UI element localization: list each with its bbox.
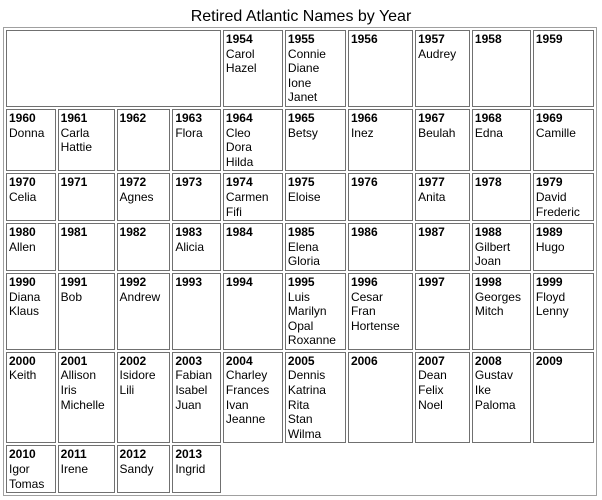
year-cell	[285, 173, 346, 221]
storm-name: Ingrid	[175, 462, 206, 477]
year-label: 1988	[474, 225, 502, 240]
year-label: 1957	[418, 32, 445, 46]
year-label: 1989	[535, 225, 563, 240]
table-row	[6, 173, 594, 221]
year-cell	[415, 30, 470, 107]
year-cell	[58, 352, 115, 444]
retired-names-table	[3, 27, 597, 496]
storm-name: Janet	[287, 90, 318, 105]
year-cell	[117, 109, 171, 171]
year-label: 1997	[418, 274, 445, 289]
year-label: 1962	[119, 110, 147, 125]
storm-name: Carol	[225, 46, 255, 61]
storm-name: Alicia	[175, 239, 204, 254]
storm-name: Iris	[60, 383, 77, 398]
year-label: 1972	[119, 175, 147, 190]
year-cell	[285, 273, 346, 350]
year-label: 1999	[535, 274, 563, 289]
storm-name: Dean	[418, 368, 447, 383]
year-label: 2009	[535, 353, 563, 368]
storm-name: Ivan	[225, 397, 249, 412]
storm-name: Floyd	[535, 289, 566, 304]
storm-name: Hugo	[535, 239, 565, 254]
year-cell	[117, 173, 171, 221]
storm-name: Michelle	[60, 397, 105, 412]
storm-name: Joan	[474, 254, 501, 269]
storm-name: Cesar	[350, 289, 383, 304]
year-label: 1964	[225, 110, 253, 125]
year-cell	[348, 30, 413, 107]
year-cell	[223, 273, 283, 350]
storm-name: Irene	[60, 462, 88, 477]
storm-name: Eloise	[287, 189, 321, 204]
year-cell	[415, 352, 470, 444]
year-cell	[223, 109, 283, 171]
storm-name: Dora	[225, 140, 252, 155]
year-label: 1996	[350, 274, 378, 289]
storm-name: Stan	[287, 412, 313, 427]
storm-name: Juan	[175, 397, 202, 412]
year-cell	[415, 173, 470, 221]
year-cell	[58, 109, 115, 171]
year-label: 1991	[60, 274, 88, 289]
year-label: 2000	[9, 353, 36, 368]
year-label: 2004	[225, 353, 253, 368]
storm-name: Gustav	[474, 368, 513, 383]
year-label: 2001	[60, 353, 88, 368]
storm-name: Diane	[287, 61, 320, 76]
year-cell	[348, 173, 413, 221]
year-cell	[533, 173, 594, 221]
year-label: 2007	[418, 353, 445, 368]
storm-name: Mitch	[474, 304, 504, 319]
year-cell	[472, 352, 531, 444]
year-label: 1983	[175, 225, 203, 240]
storm-name: Elena	[287, 239, 319, 254]
storm-name: Inez	[350, 125, 374, 140]
year-cell	[117, 273, 171, 350]
storm-name: Fran	[350, 304, 376, 319]
year-cell	[285, 223, 346, 271]
storm-name: Rita	[287, 397, 310, 412]
empty-cell	[223, 445, 594, 493]
year-cell	[223, 223, 283, 271]
storm-name: Beulah	[418, 125, 456, 140]
year-label: 2011	[60, 447, 87, 462]
year-cell	[472, 273, 531, 350]
year-label: 2012	[119, 447, 147, 462]
year-label: 1963	[175, 110, 203, 125]
storm-name: Lenny	[535, 304, 569, 319]
year-cell	[533, 109, 594, 171]
storm-name: Andrew	[119, 289, 161, 304]
year-label: 1986	[350, 225, 378, 240]
year-label: 1990	[9, 274, 36, 289]
year-cell	[172, 445, 221, 493]
storm-name: Donna	[9, 125, 45, 140]
table-row	[6, 445, 594, 493]
storm-name: Hattie	[60, 140, 92, 155]
year-label: 1976	[350, 175, 378, 190]
storm-name: Isidore	[119, 368, 156, 383]
year-label: 1978	[474, 175, 502, 190]
year-label: 1998	[474, 274, 502, 289]
year-cell	[6, 273, 56, 350]
year-cell	[533, 30, 594, 107]
storm-name: Camille	[535, 125, 576, 140]
year-label: 1974	[225, 175, 253, 190]
storm-name: David	[535, 189, 567, 204]
storm-name: Wilma	[287, 426, 322, 441]
table-row	[6, 30, 594, 107]
year-label: 1970	[9, 175, 36, 190]
year-cell	[472, 109, 531, 171]
storm-name: Connie	[287, 46, 326, 61]
storm-name: Sandy	[119, 462, 154, 477]
year-cell	[117, 445, 171, 493]
year-label: 1980	[9, 225, 36, 240]
storm-name: Marilyn	[287, 304, 327, 319]
year-label: 2013	[175, 447, 203, 462]
year-label: 1995	[287, 274, 315, 289]
year-label: 1969	[535, 110, 563, 125]
year-cell	[533, 273, 594, 350]
year-label: 2010	[9, 447, 36, 462]
year-cell	[348, 352, 413, 444]
storm-name: Noel	[418, 397, 443, 412]
year-cell	[472, 173, 531, 221]
year-label: 1959	[535, 32, 563, 46]
storm-name: Lili	[119, 383, 135, 398]
storm-name: Katrina	[287, 383, 326, 398]
year-label: 1956	[350, 32, 378, 46]
year-label: 1982	[119, 225, 147, 240]
storm-name: Luis	[287, 289, 310, 304]
storm-name: Klaus	[9, 304, 40, 319]
storm-name: Celia	[9, 189, 37, 204]
year-cell	[6, 223, 56, 271]
table-row	[6, 109, 594, 171]
storm-name: Felix	[418, 383, 444, 398]
storm-name: Frederic	[535, 204, 580, 219]
year-cell	[6, 445, 56, 493]
storm-name: Carmen	[225, 189, 269, 204]
storm-name: Charley	[225, 368, 268, 383]
year-cell	[348, 273, 413, 350]
year-cell	[6, 173, 56, 221]
year-cell	[472, 223, 531, 271]
year-label: 1975	[287, 175, 315, 190]
storm-name: Bob	[60, 289, 82, 304]
storm-name: Gilbert	[474, 239, 511, 254]
storm-name: Fifi	[225, 204, 242, 219]
year-cell	[533, 352, 594, 444]
year-label: 1984	[225, 225, 253, 240]
storm-name: Frances	[225, 383, 270, 398]
empty-cell	[6, 30, 221, 107]
year-cell	[285, 352, 346, 444]
year-cell	[6, 109, 56, 171]
year-cell	[172, 352, 221, 444]
year-label: 1981	[60, 225, 88, 240]
storm-name: Fabian	[175, 368, 213, 383]
table-row	[6, 352, 594, 444]
year-cell	[172, 173, 221, 221]
storm-name: Igor	[9, 462, 30, 477]
storm-name: Edna	[474, 125, 503, 140]
storm-name: Agnes	[119, 189, 154, 204]
year-label: 1967	[418, 110, 445, 125]
year-cell	[223, 30, 283, 107]
year-label: 1985	[287, 225, 315, 240]
year-cell	[348, 223, 413, 271]
year-label: 1994	[225, 274, 253, 289]
year-cell	[415, 223, 470, 271]
year-cell	[172, 273, 221, 350]
storm-name: Allison	[60, 368, 96, 383]
year-label: 2003	[175, 353, 203, 368]
storm-name: Hilda	[225, 154, 254, 169]
storm-name: Roxanne	[287, 333, 336, 348]
year-cell	[472, 30, 531, 107]
storm-name: Anita	[418, 189, 446, 204]
year-label: 1966	[350, 110, 378, 125]
storm-name: Georges	[474, 289, 521, 304]
table-row	[6, 273, 594, 350]
year-cell	[285, 30, 346, 107]
year-cell	[348, 109, 413, 171]
year-label: 2002	[119, 353, 147, 368]
storm-name: Betsy	[287, 125, 318, 140]
year-label: 1955	[287, 32, 315, 46]
year-label: 1958	[474, 32, 502, 46]
year-cell	[58, 173, 115, 221]
year-cell	[285, 109, 346, 171]
year-label: 1993	[175, 274, 203, 289]
year-label: 2006	[350, 353, 378, 368]
year-cell	[58, 273, 115, 350]
year-label: 1971	[60, 175, 88, 190]
year-label: 1961	[60, 110, 88, 125]
year-cell	[415, 273, 470, 350]
storm-name: Opal	[287, 318, 314, 333]
year-label: 1987	[418, 225, 445, 240]
table-row	[6, 223, 594, 271]
year-cell	[172, 109, 221, 171]
year-cell	[6, 352, 56, 444]
year-cell	[415, 109, 470, 171]
year-cell	[58, 445, 115, 493]
year-label: 1954	[225, 32, 253, 46]
storm-name: Allen	[9, 239, 36, 254]
year-cell	[172, 223, 221, 271]
year-cell	[58, 223, 115, 271]
year-label: 1979	[535, 175, 563, 190]
storm-name: Keith	[9, 368, 37, 383]
year-label: 1977	[418, 175, 445, 190]
storm-name: Ione	[287, 75, 312, 90]
storm-name: Paloma	[474, 397, 516, 412]
year-label: 2008	[474, 353, 502, 368]
storm-name: Tomas	[9, 476, 45, 491]
storm-name: Carla	[60, 125, 90, 140]
storm-name: Hazel	[225, 61, 257, 76]
year-label: 1965	[287, 110, 315, 125]
year-label: 1968	[474, 110, 502, 125]
storm-name: Hortense	[350, 318, 400, 333]
year-cell	[223, 173, 283, 221]
storm-name: Gloria	[287, 254, 320, 269]
storm-name: Cleo	[225, 125, 251, 140]
page-title: Retired Atlantic Names by Year	[190, 8, 412, 25]
storm-name: Ike	[474, 383, 491, 398]
storm-name: Jeanne	[225, 412, 266, 427]
year-cell	[533, 223, 594, 271]
year-cell	[117, 223, 171, 271]
storm-name: Isabel	[175, 383, 208, 398]
year-label: 1992	[119, 274, 147, 289]
storm-name: Audrey	[418, 46, 457, 61]
storm-name: Dennis	[287, 368, 326, 383]
storm-name: Diana	[9, 289, 41, 304]
year-label: 2005	[287, 353, 315, 368]
year-label: 1973	[175, 175, 203, 190]
year-cell	[117, 352, 171, 444]
year-label: 1960	[9, 110, 36, 125]
year-cell	[223, 352, 283, 444]
storm-name: Flora	[175, 125, 203, 140]
